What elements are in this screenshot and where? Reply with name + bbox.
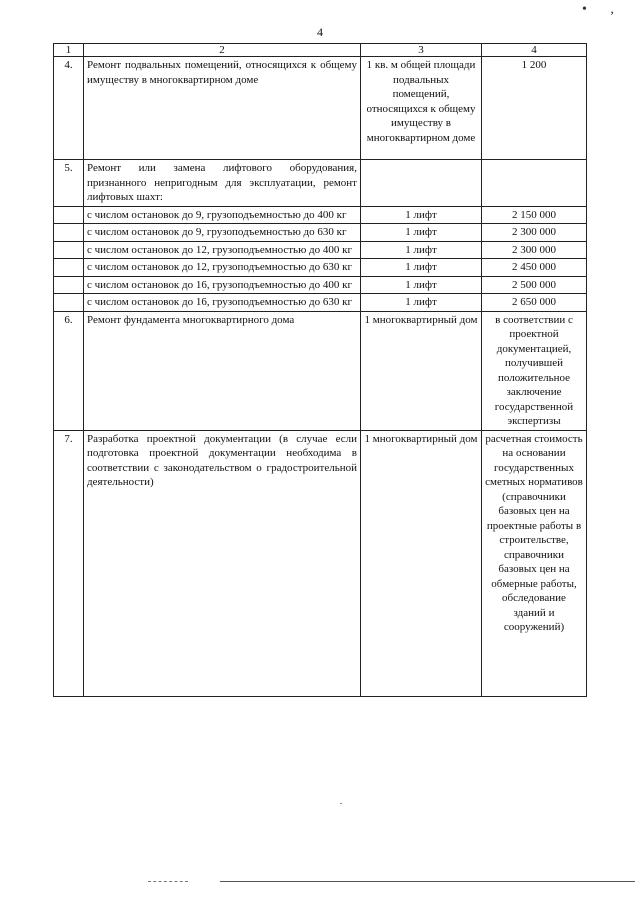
row-number bbox=[54, 276, 84, 294]
unit-of-measure: 1 кв. м общей площади подвальных помещений, относящихся к общему имуществу в многоквартирном доме bbox=[361, 57, 482, 160]
row-number: 4. bbox=[54, 57, 84, 160]
work-type: Ремонт или замена лифтового оборудования, признанного непригодным для эксплуатации, ремонт лифтовых шахт: bbox=[84, 160, 361, 207]
work-type: с числом остановок до 12, грузоподъемностью до 400 кг bbox=[84, 241, 361, 259]
table-row bbox=[54, 276, 587, 294]
row-number bbox=[54, 241, 84, 259]
cost-value: 2 650 000 bbox=[482, 294, 587, 312]
unit-of-measure: 1 лифт bbox=[361, 224, 482, 242]
scan-artifact-line bbox=[220, 881, 635, 882]
row-number: 5. bbox=[54, 160, 84, 207]
cost-value: 2 450 000 bbox=[482, 259, 587, 277]
row-number: 7. bbox=[54, 430, 84, 696]
work-type: Ремонт подвальных помещений, относящихся к общему имуществу в многоквартирном доме bbox=[84, 57, 361, 160]
cost-value: 1 200 bbox=[482, 57, 587, 160]
row-number bbox=[54, 259, 84, 277]
column-number-2: 2 bbox=[84, 44, 361, 57]
column-number-row bbox=[54, 44, 587, 57]
unit-of-measure bbox=[361, 160, 482, 207]
row-number bbox=[54, 206, 84, 224]
cost-value: в соответствии с проектной документацией, получившей положительное заключение государственной экспертизы bbox=[482, 311, 587, 430]
cost-value: 2 300 000 bbox=[482, 224, 587, 242]
table-row bbox=[54, 294, 587, 312]
table-row bbox=[54, 311, 587, 430]
unit-of-measure: 1 многоквартирный дом bbox=[361, 311, 482, 430]
unit-of-measure: 1 лифт bbox=[361, 294, 482, 312]
row-number bbox=[54, 224, 84, 242]
work-type: с числом остановок до 16, грузоподъемностью до 630 кг bbox=[84, 294, 361, 312]
cost-value: 2 300 000 bbox=[482, 241, 587, 259]
work-type: с числом остановок до 9, грузоподъемностью до 400 кг bbox=[84, 206, 361, 224]
table-row bbox=[54, 206, 587, 224]
unit-of-measure: 1 лифт bbox=[361, 241, 482, 259]
column-number-4: 4 bbox=[482, 44, 587, 57]
column-number-3: 3 bbox=[361, 44, 482, 57]
work-type: с числом остановок до 16, грузоподъемностью до 400 кг bbox=[84, 276, 361, 294]
table-row bbox=[54, 241, 587, 259]
table-row bbox=[54, 160, 587, 207]
cost-value: расчетная стоимость на основании государственных сметных нормативов (справочники базовых цен на проектные работы в строительстве, справочники базовых цен на обмерные работы, обследование зданий и сооружений) bbox=[482, 430, 587, 696]
table-row bbox=[54, 430, 587, 696]
table-row bbox=[54, 224, 587, 242]
row-number bbox=[54, 294, 84, 312]
table-row bbox=[54, 57, 587, 160]
unit-of-measure: 1 лифт bbox=[361, 206, 482, 224]
table-row bbox=[54, 259, 587, 277]
cost-value: 2 500 000 bbox=[482, 276, 587, 294]
unit-of-measure: 1 лифт bbox=[361, 276, 482, 294]
scan-speck bbox=[340, 803, 342, 804]
row-number: 6. bbox=[54, 311, 84, 430]
page-number: 4 bbox=[317, 25, 323, 39]
work-type: с числом остановок до 12, грузоподъемностью до 630 кг bbox=[84, 259, 361, 277]
work-type: с числом остановок до 9, грузоподъемностью до 630 кг bbox=[84, 224, 361, 242]
unit-of-measure: 1 лифт bbox=[361, 259, 482, 277]
cost-table bbox=[53, 43, 587, 697]
cost-value: 2 150 000 bbox=[482, 206, 587, 224]
work-type: Разработка проектной документации (в случае если подготовка проектной документации необходима в соответствии с законодательством о градостроительной деятельности) bbox=[84, 430, 361, 696]
scan-corner-marks: • , bbox=[582, 2, 624, 17]
cost-value bbox=[482, 160, 587, 207]
unit-of-measure: 1 многоквартирный дом bbox=[361, 430, 482, 696]
column-number-1: 1 bbox=[54, 44, 84, 57]
scan-artifact-dash bbox=[148, 881, 188, 882]
work-type: Ремонт фундамента многоквартирного дома bbox=[84, 311, 361, 430]
